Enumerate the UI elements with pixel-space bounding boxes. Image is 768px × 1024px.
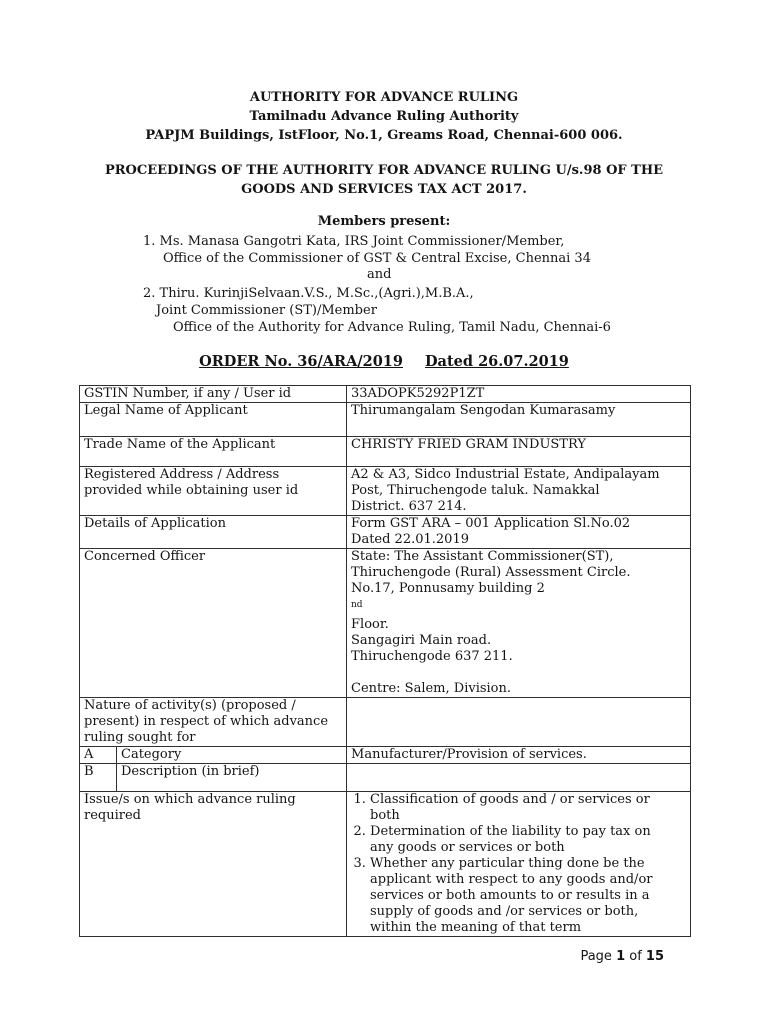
row-b-key: B: [80, 764, 117, 792]
proceedings-title-line1: PROCEEDINGS OF THE AUTHORITY FOR ADVANCE RULING U/s.98 OF THE: [104, 163, 664, 178]
concerned-officer-value: State: The Assistant Commissioner(ST), Thiruchengode (Rural) Assessment Circle. No.17, Ponnusamy building 2 $^{nd}$ Floor. Sangagiri Main road. Thiruchengode 637 211. Centre: Salem, Division.: [347, 549, 691, 698]
table-row: [80, 437, 691, 467]
gstin-value: 33ADOPK5292P1ZT: [347, 386, 691, 403]
table-row: [80, 403, 691, 437]
address-label: Registered Address / Address provided while obtaining user id: [80, 467, 347, 516]
address-value: A2 & A3, Sidco Industrial Estate, Andipalayam Post, Thiruchengode taluk. Namakkal District. 637 214.: [347, 467, 691, 516]
table-row: [80, 516, 691, 549]
description-value: [347, 764, 691, 792]
legal-name-value: Thirumangalam Sengodan Kumarasamy: [347, 403, 691, 437]
table-row: [80, 549, 691, 698]
issues-label: Issue/s on which advance ruling required: [80, 792, 347, 937]
issue-item: 3. Whether any particular thing done be the applicant with respect to any goods and/or services or both amounts to or results in a supply of goods and /or services or both, within the meaning of that term: [370, 856, 686, 936]
members-and: and: [367, 267, 392, 282]
concerned-officer-label: Concerned Officer: [80, 549, 347, 698]
members-present-heading: Members present:: [317, 214, 451, 229]
category-label: Category: [117, 747, 347, 764]
authority-title: AUTHORITY FOR ADVANCE RULING: [249, 90, 519, 105]
member-2-name: 2. Thiru. KurinjiSelvaan.V.S., M.Sc.,(Agri.),M.B.A.,: [143, 286, 474, 301]
application-details-label: Details of Application: [80, 516, 347, 549]
member-1-name: 1. Ms. Manasa Gangotri Kata, IRS Joint Commissioner/Member,: [143, 234, 565, 249]
table-row: [80, 467, 691, 516]
application-details-table: [79, 385, 691, 937]
table-row: [80, 698, 691, 747]
issue-item: 1. Classification of goods and / or services or both: [370, 792, 686, 824]
table-row: [80, 386, 691, 403]
table-row: [80, 764, 691, 792]
issue-item: 2. Determination of the liability to pay tax on any goods or services or both: [370, 824, 686, 856]
authority-address: PAPJM Buildings, IstFloor, No.1, Greams Road, Chennai-600 006.: [145, 128, 623, 143]
description-label: Description (in brief): [117, 764, 347, 792]
member-2-designation: Joint Commissioner (ST)/Member: [156, 303, 377, 318]
order-number: ORDER No. 36/ARA/2019: [199, 353, 403, 370]
nature-of-activity-label: Nature of activity(s) (proposed / present) in respect of which advance ruling sought for: [80, 698, 347, 747]
nature-of-activity-value: [347, 698, 691, 747]
member-2-office: Office of the Authority for Advance Ruling, Tamil Nadu, Chennai-6: [173, 320, 611, 335]
table-row: [80, 792, 691, 937]
order-heading: [0, 353, 768, 370]
row-a-key: A: [80, 747, 117, 764]
order-date: Dated 26.07.2019: [424, 353, 569, 370]
issues-list: [351, 792, 686, 936]
page-number: Page 1 of 15: [580, 949, 664, 964]
proceedings-title-line2: GOODS AND SERVICES TAX ACT 2017.: [241, 182, 527, 197]
trade-name-value: CHRISTY FRIED GRAM INDUSTRY: [347, 437, 691, 467]
trade-name-label: Trade Name of the Applicant: [80, 437, 347, 467]
category-value: Manufacturer/Provision of services.: [347, 747, 691, 764]
application-details-value: Form GST ARA – 001 Application Sl.No.02 Dated 22.01.2019: [347, 516, 691, 549]
gstin-label: GSTIN Number, if any / User id: [80, 386, 347, 403]
table-row: [80, 747, 691, 764]
authority-subtitle: Tamilnadu Advance Ruling Authority: [249, 109, 519, 124]
member-1-office: Office of the Commissioner of GST & Central Excise, Chennai 34: [163, 251, 591, 266]
issues-value: [347, 792, 691, 937]
legal-name-label: Legal Name of Applicant: [80, 403, 347, 437]
